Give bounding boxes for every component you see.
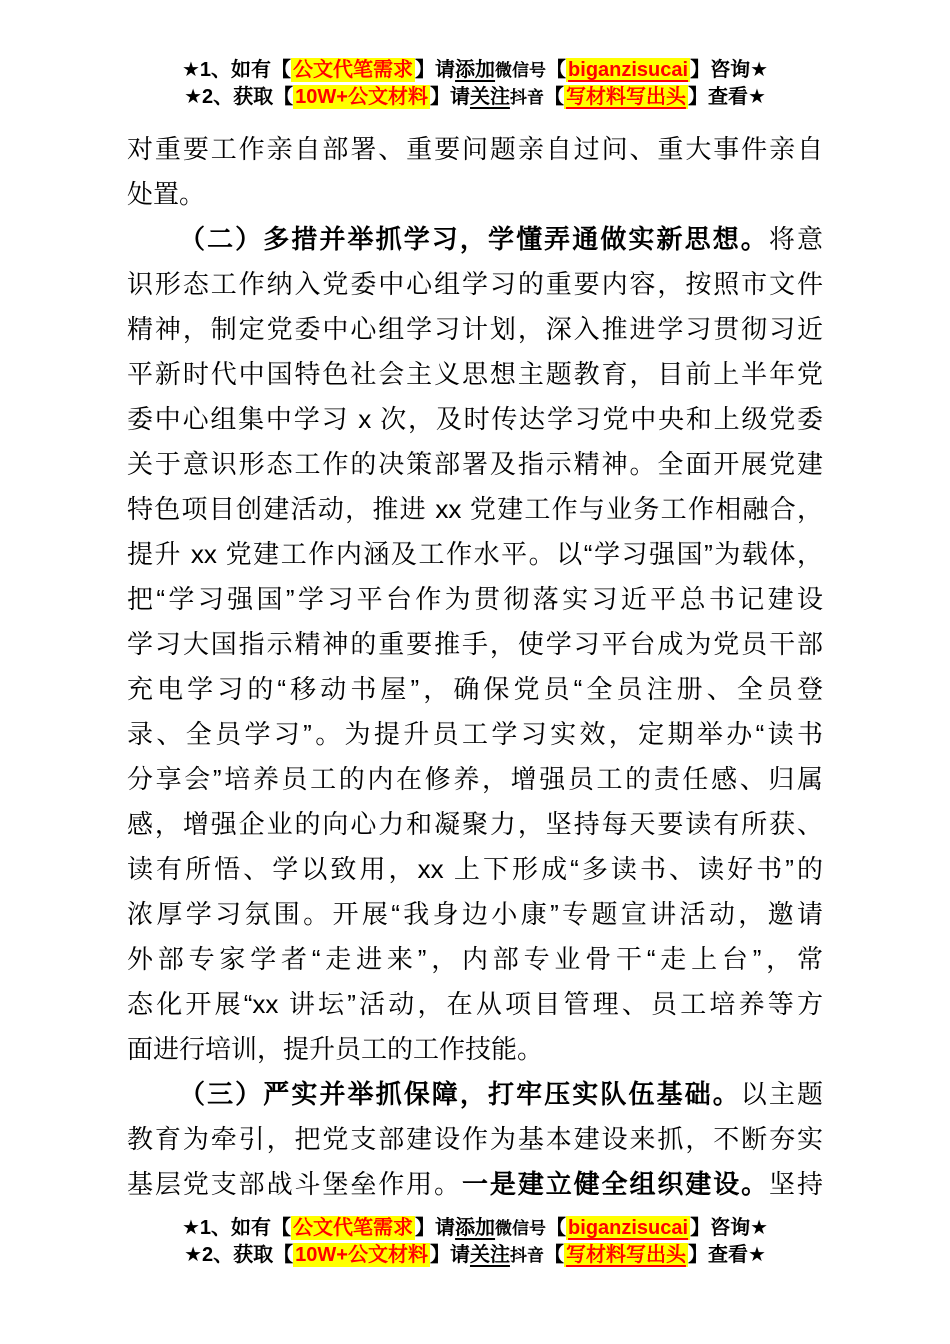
- body-text-segment: 以主题: [740, 1079, 823, 1109]
- notice-text: 】请: [429, 86, 470, 108]
- body-text-segment: 把“学习强国”学习平台作为贯彻落实习近平总书记建设: [127, 584, 823, 614]
- body-text-segment: 提升 xx 党建工作内涵及工作水平。以“学习强国”为载体，: [127, 539, 823, 569]
- notice-text: 】请: [429, 1244, 470, 1266]
- body-text-segment: 教育为牵引，把党支部建设作为基本建设来抓，不断夯实: [127, 1124, 823, 1154]
- notice-text: 抖音: [509, 1246, 544, 1265]
- notice-header: [0, 0, 950, 111]
- body-text-segment: 精神，制定党委中心组学习计划，深入推进学习贯彻习近: [127, 314, 823, 344]
- body-line: [127, 397, 823, 442]
- highlighted-text: biganzisucai: [568, 59, 689, 81]
- notice-text: 】咨询★: [690, 59, 769, 81]
- body-text-segment: 态化开展“xx 讲坛”活动，在从项目管理、员工培养等方: [127, 989, 823, 1019]
- body-text-segment: 感，增强企业的向心力和凝聚力，坚持每天要读有所获、: [127, 809, 823, 839]
- notice-text: 微信号: [495, 61, 547, 80]
- notice-text: ★2、获取【: [184, 86, 294, 108]
- body-text-segment: 关于意识形态工作的决策部署及指示精神。全面开展党建: [127, 449, 823, 479]
- body-line: [127, 262, 823, 307]
- notice-footer: [0, 1207, 950, 1269]
- highlighted-text: biganzisucai: [568, 1217, 689, 1239]
- body-text-segment: 将意: [768, 224, 823, 254]
- body-text-segment: 外部专家学者“走进来”，内部专业骨干“走上台”，常: [127, 944, 823, 974]
- highlighted-text: 10W+公文材料: [295, 86, 428, 108]
- document-body: [127, 127, 823, 1207]
- body-text-segment: 录、全员学习”。为提升员工学习实效，定期举办“读书: [127, 719, 823, 749]
- body-line: [127, 757, 823, 802]
- notice-text: ★2、获取【: [184, 1244, 294, 1266]
- body-line: [127, 577, 823, 622]
- notice-line: [0, 1242, 950, 1269]
- highlighted-text: 写材料写出头: [565, 1244, 686, 1266]
- body-text-segment: 识形态工作纳入党委中心组学习的重要内容，按照市文件: [127, 269, 823, 299]
- body-line: [127, 1117, 823, 1162]
- notice-text: 微信号: [495, 1219, 547, 1238]
- body-text-segment: 委中心组集中学习 x 次，及时传达学习党中央和上级党委: [127, 404, 823, 434]
- body-line: [127, 847, 823, 892]
- body-text-segment: 充电学习的“移动书屋”，确保党员“全员注册、全员登: [127, 674, 823, 704]
- body-line: [127, 307, 823, 352]
- notice-text: 添加: [455, 1217, 496, 1239]
- notice-text: 抖音: [509, 88, 544, 107]
- body-text-segment: 浓厚学习氛围。开展“我身边小康”专题宣讲活动，邀请: [127, 899, 823, 929]
- notice-text: 【: [543, 1244, 564, 1266]
- body-text-segment: 分享会”培养员工的内在修养，增强员工的责任感、归属: [127, 764, 823, 794]
- body-text-segment: 基层党支部战斗堡垒作用。: [127, 1169, 462, 1199]
- notice-text: 【: [546, 59, 567, 81]
- highlighted-text: 公文代笔需求: [293, 1217, 414, 1239]
- body-line: [127, 982, 823, 1027]
- body-line: [127, 127, 823, 172]
- body-bold-text: 一是建立健全组织建设。: [461, 1169, 770, 1199]
- notice-line: [0, 84, 950, 111]
- body-text-segment: 对重要工作亲自部署、重要问题亲自过问、重大事件亲自: [127, 134, 823, 164]
- highlighted-text: 写材料写出头: [565, 86, 686, 108]
- body-line: [127, 712, 823, 757]
- notice-text: 】查看★: [687, 86, 766, 108]
- body-text-segment: 面进行培训，提升员工的工作技能。: [127, 1034, 544, 1064]
- notice-text: 【: [543, 86, 564, 108]
- body-line: [127, 532, 823, 577]
- notice-text: 】查看★: [687, 1244, 766, 1266]
- notice-text: 】咨询★: [690, 1217, 769, 1239]
- body-text-segment: 学习大国指示精神的重要推手，使学习平台成为党员干部: [127, 629, 823, 659]
- body-line: [127, 487, 823, 532]
- body-text-segment: 处置。: [127, 179, 206, 209]
- body-text-segment: 平新时代中国特色社会主义思想主题教育，目前上半年党: [127, 359, 823, 389]
- notice-text: 【: [546, 1217, 567, 1239]
- notice-text: ★1、如有【: [181, 1217, 292, 1239]
- body-line: [127, 1027, 823, 1072]
- body-line: [127, 667, 823, 712]
- body-line: [127, 352, 823, 397]
- body-line: [127, 1072, 823, 1117]
- notice-text: 添加: [455, 59, 496, 81]
- notice-text: 关注: [469, 1244, 510, 1266]
- body-bold-text: （三）严实并举抓保障，打牢压实队伍基础。: [179, 1079, 741, 1109]
- notice-line: [0, 57, 950, 84]
- notice-text: 关注: [469, 86, 510, 108]
- body-line: [127, 802, 823, 847]
- body-text-segment: 坚持: [769, 1169, 823, 1199]
- body-line: [127, 442, 823, 487]
- body-bold-text: （二）多措并举抓学习，学懂弄通做实新思想。: [179, 224, 769, 254]
- body-text-segment: 读有所悟、学以致用，xx 上下形成“多读书、读好书”的: [127, 854, 823, 884]
- highlighted-text: 10W+公文材料: [295, 1244, 428, 1266]
- body-line: [127, 937, 823, 982]
- body-line: [127, 622, 823, 667]
- notice-line: [0, 1215, 950, 1242]
- body-line: [127, 1162, 823, 1207]
- body-line: [127, 172, 823, 217]
- highlighted-text: 公文代笔需求: [293, 59, 414, 81]
- notice-text: 】请: [415, 1217, 456, 1239]
- notice-text: 】请: [415, 59, 456, 81]
- notice-text: ★1、如有【: [181, 59, 292, 81]
- body-line: [127, 217, 823, 262]
- body-line: [127, 892, 823, 937]
- body-text-segment: 特色项目创建活动，推进 xx 党建工作与业务工作相融合，: [127, 494, 823, 524]
